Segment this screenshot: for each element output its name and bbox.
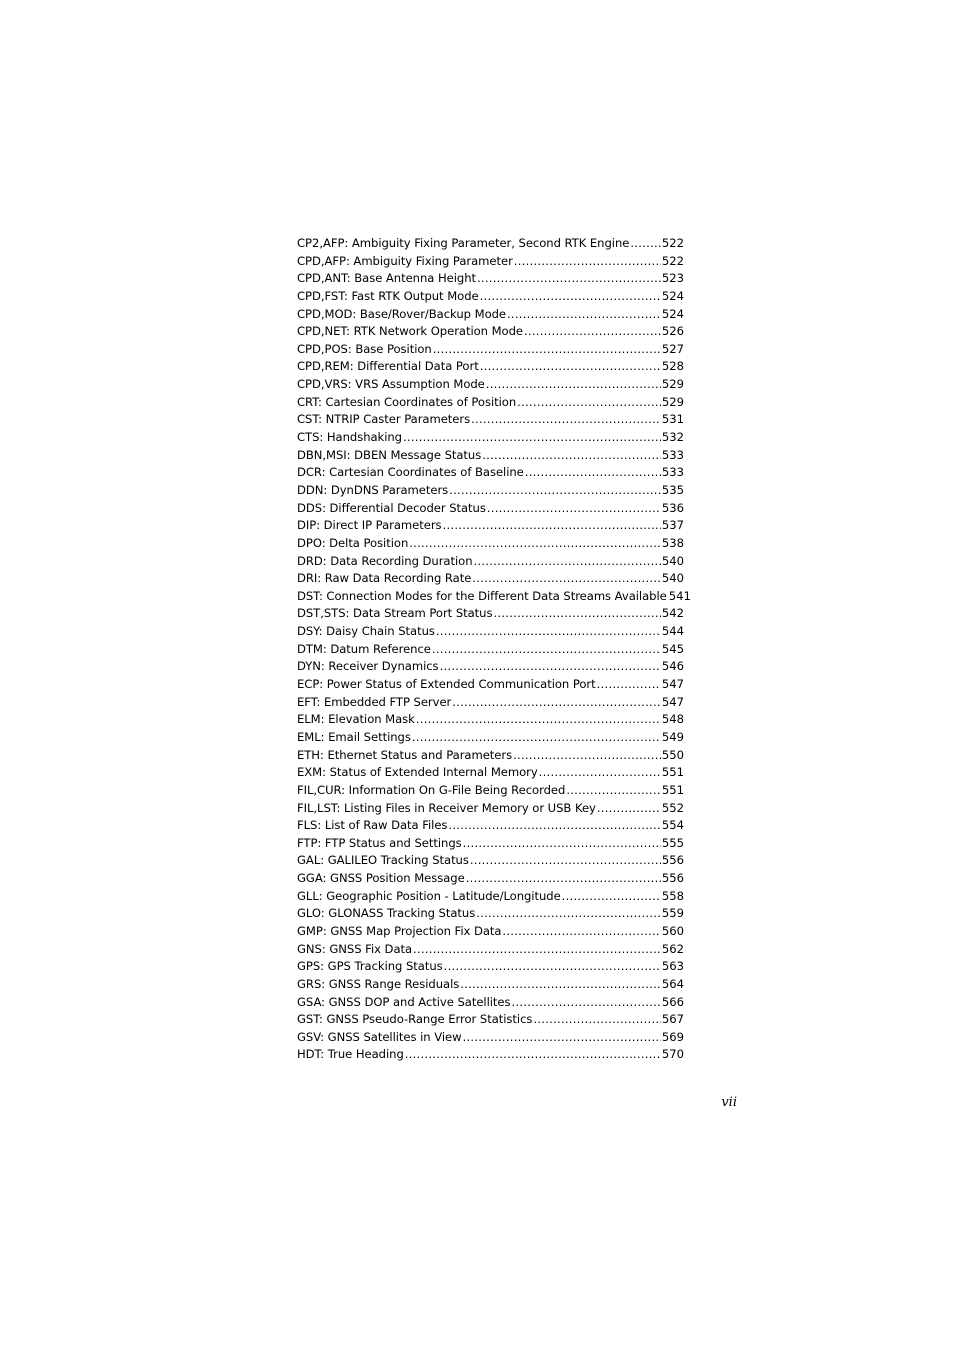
toc-entry-page: 540 [661,571,684,586]
toc-entry[interactable] [297,341,684,359]
toc-dot-leader [507,306,661,324]
toc-entry-title: FIL,CUR: Information On G-File Being Recorded [297,782,566,797]
toc-entry[interactable] [297,358,684,376]
toc-entry-page: 522 [661,253,684,268]
toc-entry-title: CPD,FST: Fast RTK Output Mode [297,288,479,303]
toc-entry[interactable] [297,905,684,923]
toc-dot-leader [470,852,661,870]
toc-entry-title: DST: Connection Modes for the Different Data Streams Available [297,588,667,603]
toc-entry-page: 549 [661,729,684,744]
toc-entry[interactable] [297,852,684,870]
toc-entry-page: 560 [661,923,684,938]
toc-dot-leader [533,1011,660,1029]
toc-dot-leader [487,500,661,518]
toc-entry-page: 551 [661,782,684,797]
toc-entry[interactable] [297,941,684,959]
toc-entry-title: CTS: Handshaking [297,430,402,445]
toc-dot-leader [463,1029,661,1047]
toc-entry[interactable] [297,623,684,641]
toc-entry-title: GSA: GNSS DOP and Active Satellites [297,994,511,1009]
toc-entry-page: 529 [661,394,684,409]
toc-dot-leader [597,676,661,694]
toc-entry-page: 548 [661,712,684,727]
toc-entry-title: FLS: List of Raw Data Files [297,818,448,833]
toc-entry[interactable] [297,1046,684,1064]
toc-entry-title: EXM: Status of Extended Internal Memory [297,765,538,780]
toc-entry-page: 529 [661,377,684,392]
toc-entry[interactable] [297,517,684,535]
toc-entry-page: 536 [661,500,684,515]
toc-dot-leader [514,253,661,271]
toc-dot-leader [482,447,661,465]
toc-entry-page: 526 [661,324,684,339]
toc-entry-title: GLO: GLONASS Tracking Status [297,906,476,921]
toc-entry[interactable] [297,570,684,588]
toc-dot-leader [409,535,661,553]
toc-entry[interactable] [297,747,684,765]
toc-dot-leader [472,570,661,588]
toc-entry[interactable] [297,535,684,553]
toc-entry-title: GAL: GALILEO Tracking Status [297,853,469,868]
toc-dot-leader [460,976,661,994]
toc-entry[interactable] [297,817,684,835]
toc-entry-title: DSY: Daisy Chain Status [297,624,435,639]
toc-entry[interactable] [297,500,684,518]
toc-dot-leader [512,994,661,1012]
toc-entry-page: 535 [661,482,684,497]
toc-entry[interactable] [297,253,684,271]
toc-entry-page: 567 [661,1012,684,1027]
toc-entry[interactable] [297,1029,684,1047]
toc-entry-title: GGA: GNSS Position Message [297,871,465,886]
toc-dot-leader [524,323,661,341]
toc-dot-leader [562,888,661,906]
toc-entry-page: 540 [661,553,684,568]
toc-entry-page: 531 [661,412,684,427]
toc-dot-leader [449,482,661,500]
toc-entry-page: 522 [661,236,684,250]
toc-dot-leader [597,800,661,818]
toc-entry[interactable] [297,923,684,941]
toc-entry-page: 558 [661,888,684,903]
toc-entry-page: 546 [661,659,684,674]
toc-entry[interactable] [297,288,684,306]
toc-dot-leader [436,623,661,641]
toc-entry-page: 554 [661,818,684,833]
toc-entry-page: 555 [661,835,684,850]
toc-dot-leader [471,411,661,429]
toc-entry[interactable] [297,605,684,623]
toc-dot-leader [476,905,661,923]
toc-entry-title: DTM: Datum Reference [297,641,431,656]
toc-entry-title: GMP: GNSS Map Projection Fix Data [297,923,502,938]
toc-entry-title: DCR: Cartesian Coordinates of Baseline [297,465,524,480]
toc-entry-title: CRT: Cartesian Coordinates of Position [297,394,517,409]
toc-entry-title: CPD,NET: RTK Network Operation Mode [297,324,523,339]
toc-entry-title: DRI: Raw Data Recording Rate [297,571,472,586]
toc-entry-title: FIL,LST: Listing Files in Receiver Memory or USB Key [297,800,596,815]
toc-entry-page: 562 [661,941,684,956]
toc-dot-leader [440,658,661,676]
toc-entry-page: 570 [661,1047,684,1062]
toc-entry[interactable] [297,306,684,324]
toc-entry-title: CPD,POS: Base Position [297,341,432,356]
toc-entry[interactable] [297,394,684,412]
toc-dot-leader [630,235,661,253]
toc-entry-page: 569 [661,1029,684,1044]
toc-entry[interactable] [297,411,684,429]
toc-entry-title: ECP: Power Status of Extended Communication Port [297,677,596,692]
toc-dot-leader [480,288,661,306]
toc-entry-title: HDT: True Heading [297,1047,404,1062]
toc-entry-page: 524 [661,288,684,303]
toc-entry-title: DDN: DynDNS Parameters [297,482,449,497]
toc-entry-page: 523 [661,271,684,286]
toc-dot-leader [416,711,661,729]
toc-entry[interactable] [297,694,684,712]
toc-entry-title: DST,STS: Data Stream Port Status [297,606,493,621]
toc-entry[interactable] [297,711,684,729]
toc-entry-page: 528 [661,359,684,374]
toc-dot-leader [463,835,661,853]
toc-entry[interactable] [297,888,684,906]
table-of-contents [297,235,691,1064]
toc-entry-title: CP2,AFP: Ambiguity Fixing Parameter, Second RTK Engine [297,236,630,250]
toc-entry-title: GST: GNSS Pseudo-Range Error Statistics [297,1012,533,1027]
toc-dot-leader [443,517,661,535]
toc-entry[interactable] [297,464,684,482]
toc-entry-title: GSV: GNSS Satellites in View [297,1029,462,1044]
toc-entry-title: DBN,MSI: DBEN Message Status [297,447,482,462]
toc-dot-leader [566,782,661,800]
toc-entry-title: DIP: Direct IP Parameters [297,518,442,533]
toc-dot-leader [405,1046,661,1064]
toc-entry[interactable] [297,658,684,676]
toc-dot-leader [477,270,661,288]
toc-entry-page: 550 [661,747,684,762]
toc-entry[interactable] [297,870,684,888]
toc-dot-leader [466,870,661,888]
toc-dot-leader [493,605,660,623]
toc-entry-page: 524 [661,306,684,321]
toc-entry[interactable] [297,782,684,800]
toc-entry-title: ETH: Ethernet Status and Parameters [297,747,513,762]
toc-entry-title: GRS: GNSS Range Residuals [297,976,460,991]
toc-dot-leader [432,641,661,659]
toc-entry-title: CPD,ANT: Base Antenna Height [297,271,476,286]
toc-entry[interactable] [297,482,684,500]
toc-entry-title: DPO: Delta Position [297,535,409,550]
toc-entry[interactable] [297,553,684,571]
toc-entry-page: 551 [661,765,684,780]
toc-entry-page: 556 [661,853,684,868]
toc-entry-title: FTP: FTP Status and Settings [297,835,462,850]
toc-dot-leader [444,958,661,976]
toc-entry-page: 547 [661,677,684,692]
toc-dot-leader [513,747,661,765]
toc-entry[interactable] [297,976,684,994]
toc-entry-title: GPS: GPS Tracking Status [297,959,443,974]
toc-entry-page: 559 [661,906,684,921]
toc-entry[interactable] [297,764,684,782]
toc-entry[interactable] [297,235,684,253]
toc-entry-title: ELM: Elevation Mask [297,712,415,727]
toc-dot-leader [502,923,660,941]
toc-entry-page: 537 [661,518,684,533]
toc-entry-title: EML: Email Settings [297,729,411,744]
toc-entry[interactable] [297,729,684,747]
toc-dot-leader [413,941,661,959]
toc-entry[interactable] [297,588,691,606]
toc-dot-leader [412,729,661,747]
toc-entry-title: CPD,AFP: Ambiguity Fixing Parameter [297,253,513,268]
toc-dot-leader [433,341,661,359]
toc-dot-leader [474,553,661,571]
toc-entry[interactable] [297,323,684,341]
toc-entry-page: 564 [661,976,684,991]
toc-entry-title: EFT: Embedded FTP Server [297,694,452,709]
toc-entry[interactable] [297,1011,684,1029]
toc-entry[interactable] [297,994,684,1012]
toc-entry[interactable] [297,800,684,818]
toc-entry[interactable] [297,376,684,394]
toc-entry-title: CPD,REM: Differential Data Port [297,359,479,374]
toc-entry-title: GNS: GNSS Fix Data [297,941,413,956]
toc-entry-title: GLL: Geographic Position - Latitude/Longitude [297,888,561,903]
toc-entry-title: DRD: Data Recording Duration [297,553,473,568]
toc-entry-page: 532 [661,430,684,445]
toc-entry-title: DYN: Receiver Dynamics [297,659,439,674]
toc-entry-page: 545 [661,641,684,656]
toc-entry-page: 547 [661,694,684,709]
toc-entry[interactable] [297,641,684,659]
toc-entry-page: 544 [661,624,684,639]
toc-entry[interactable] [297,958,684,976]
toc-entry-page: 552 [661,800,684,815]
toc-entry[interactable] [297,835,684,853]
toc-entry-page: 556 [661,871,684,886]
toc-entry-title: DDS: Differential Decoder Status [297,500,486,515]
toc-entry[interactable] [297,270,684,288]
toc-dot-leader [525,464,661,482]
toc-entry-page: 538 [661,535,684,550]
toc-entry-page: 541 [668,588,691,603]
toc-dot-leader [486,376,661,394]
toc-entry[interactable] [297,447,684,465]
toc-entry-page: 533 [661,465,684,480]
toc-dot-leader [448,817,660,835]
toc-dot-leader [480,358,661,376]
toc-dot-leader [539,764,661,782]
toc-entry[interactable] [297,676,684,694]
toc-entry-page: 527 [661,341,684,356]
toc-entry-page: 542 [661,606,684,621]
toc-entry-title: CPD,MOD: Base/Rover/Backup Mode [297,306,506,321]
page-number: vii [721,1095,737,1110]
toc-entry[interactable] [297,429,684,447]
toc-entry-page: 566 [661,994,684,1009]
toc-dot-leader [517,394,661,412]
toc-entry-title: CST: NTRIP Caster Parameters [297,412,471,427]
toc-entry-page: 533 [661,447,684,462]
toc-entry-page: 563 [661,959,684,974]
toc-entry-title: CPD,VRS: VRS Assumption Mode [297,377,485,392]
toc-dot-leader [452,694,661,712]
toc-dot-leader [403,429,661,447]
